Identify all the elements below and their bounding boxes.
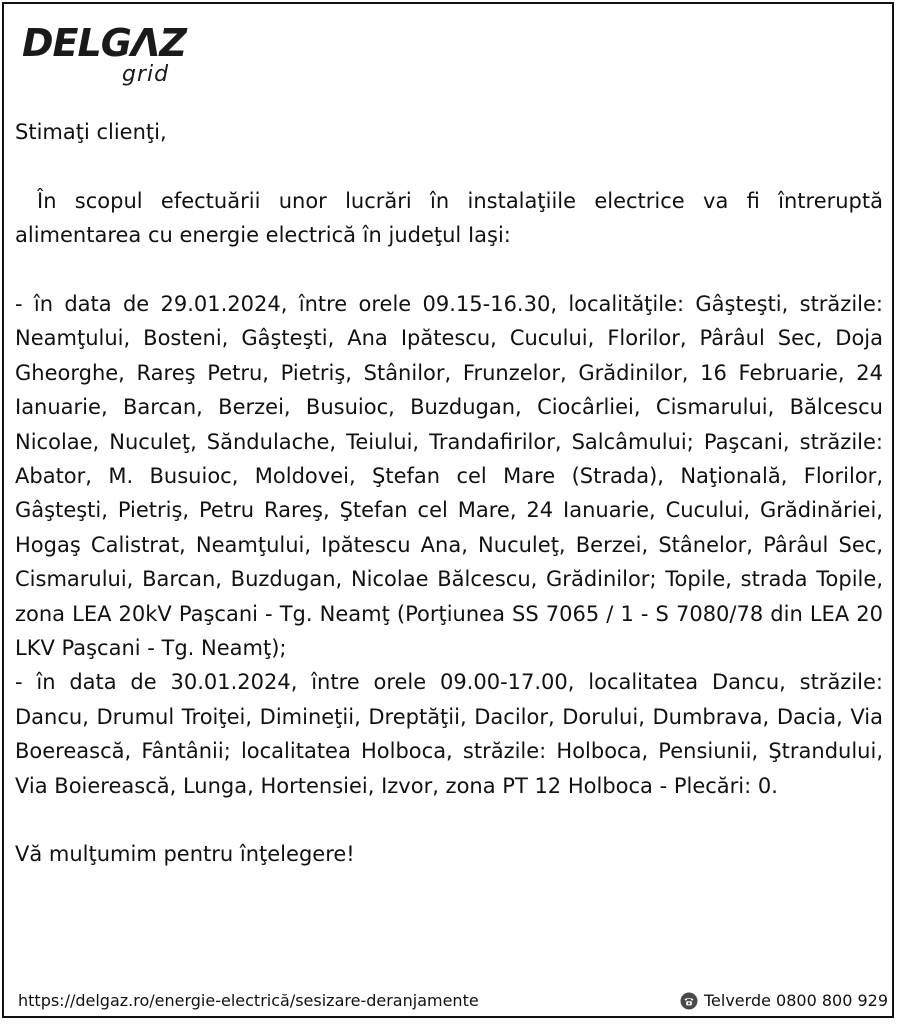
outage-item-2: - în data de 30.01.2024, între orele 09.00-17.00, localitatea Dancu, străzile: Dancu, Drumul Troiţei, Dimineţii, Dreptăţii, Dacilor, Dorului, Dumbrava, Dacia, Via Boerească, Fântânii; localitatea Holboca, străzile: Holboca, Pensiunii, Ştrandului, Via Boierească, Lunga, Hortensiei, Izvor, zona PT 12 Holboca - Plecări: 0. <box>15 670 883 798</box>
closing-line: Vă mulţumim pentru înţelegere! <box>15 842 355 867</box>
delgaz-grid-logo <box>22 22 202 92</box>
footer <box>18 988 888 1014</box>
outage-item-1: - în data de 29.01.2024, între orele 09.15-16.30, localităţile: Gâşteşti, străzile: Neamţului, Bosteni, Gâşteşti, Ana Ipătescu, Cucului, Florilor, Pârâul Sec, Doja Gheorghe, Rareş Petru, Pietriş, Stânilor, Frunzelor, Grădinilor, 16 Februarie, 24 Ianuarie, Barcan, Berzei, Busuioc, Buzdugan, Ciocârliei, Cismarului, Bălcescu Nicolae, Nuculeţ, Săndulache, Teiului, Trandafirilor, Salcâmului; Paşcani, străzile: Abator, M. Busuioc, Moldovei, Ştefan cel Mare (Strada), Naţională, Florilor, Gâşteşti, Pietriş, Petru Rareş, Ştefan cel Mare, 24 Ianuarie, Cucului, Grădinăriei, Hogaş Calistrat, Neamţului, Ipătescu Ana, Nuculeţ, Berzei, Stânelor, Pârâul Sec, Cismarului, Barcan, Buzdugan, Nicolae Bălcescu, Grădinilor; Topile, strada Topile, zona LEA 20kV Paşcani - Tg. Neamţ (Porţiunea SS 7065 / 1 - S 7080/78 din LEA 20 LKV Paşcani - Tg. Neamţ); <box>15 292 883 661</box>
logo-brand-sub: grid <box>122 62 170 87</box>
intro-paragraph: În scopul efectuării unor lucrări în instalaţiile electrice va fi întreruptă alimentarea cu energie electrică în judeţul Iaşi: <box>15 188 883 248</box>
report-url-link[interactable]: https://delgaz.ro/energie-electrică/sesizare-deranjamente <box>18 991 479 1010</box>
hotline-number[interactable]: Telverde 0800 800 929 <box>703 991 888 1010</box>
hotline <box>680 988 888 1014</box>
phone-icon <box>680 992 698 1010</box>
logo-brand-main: DELGΛZ <box>22 21 186 65</box>
notice-body <box>15 115 883 872</box>
greeting: Stimaţi clienţi, <box>15 120 167 144</box>
